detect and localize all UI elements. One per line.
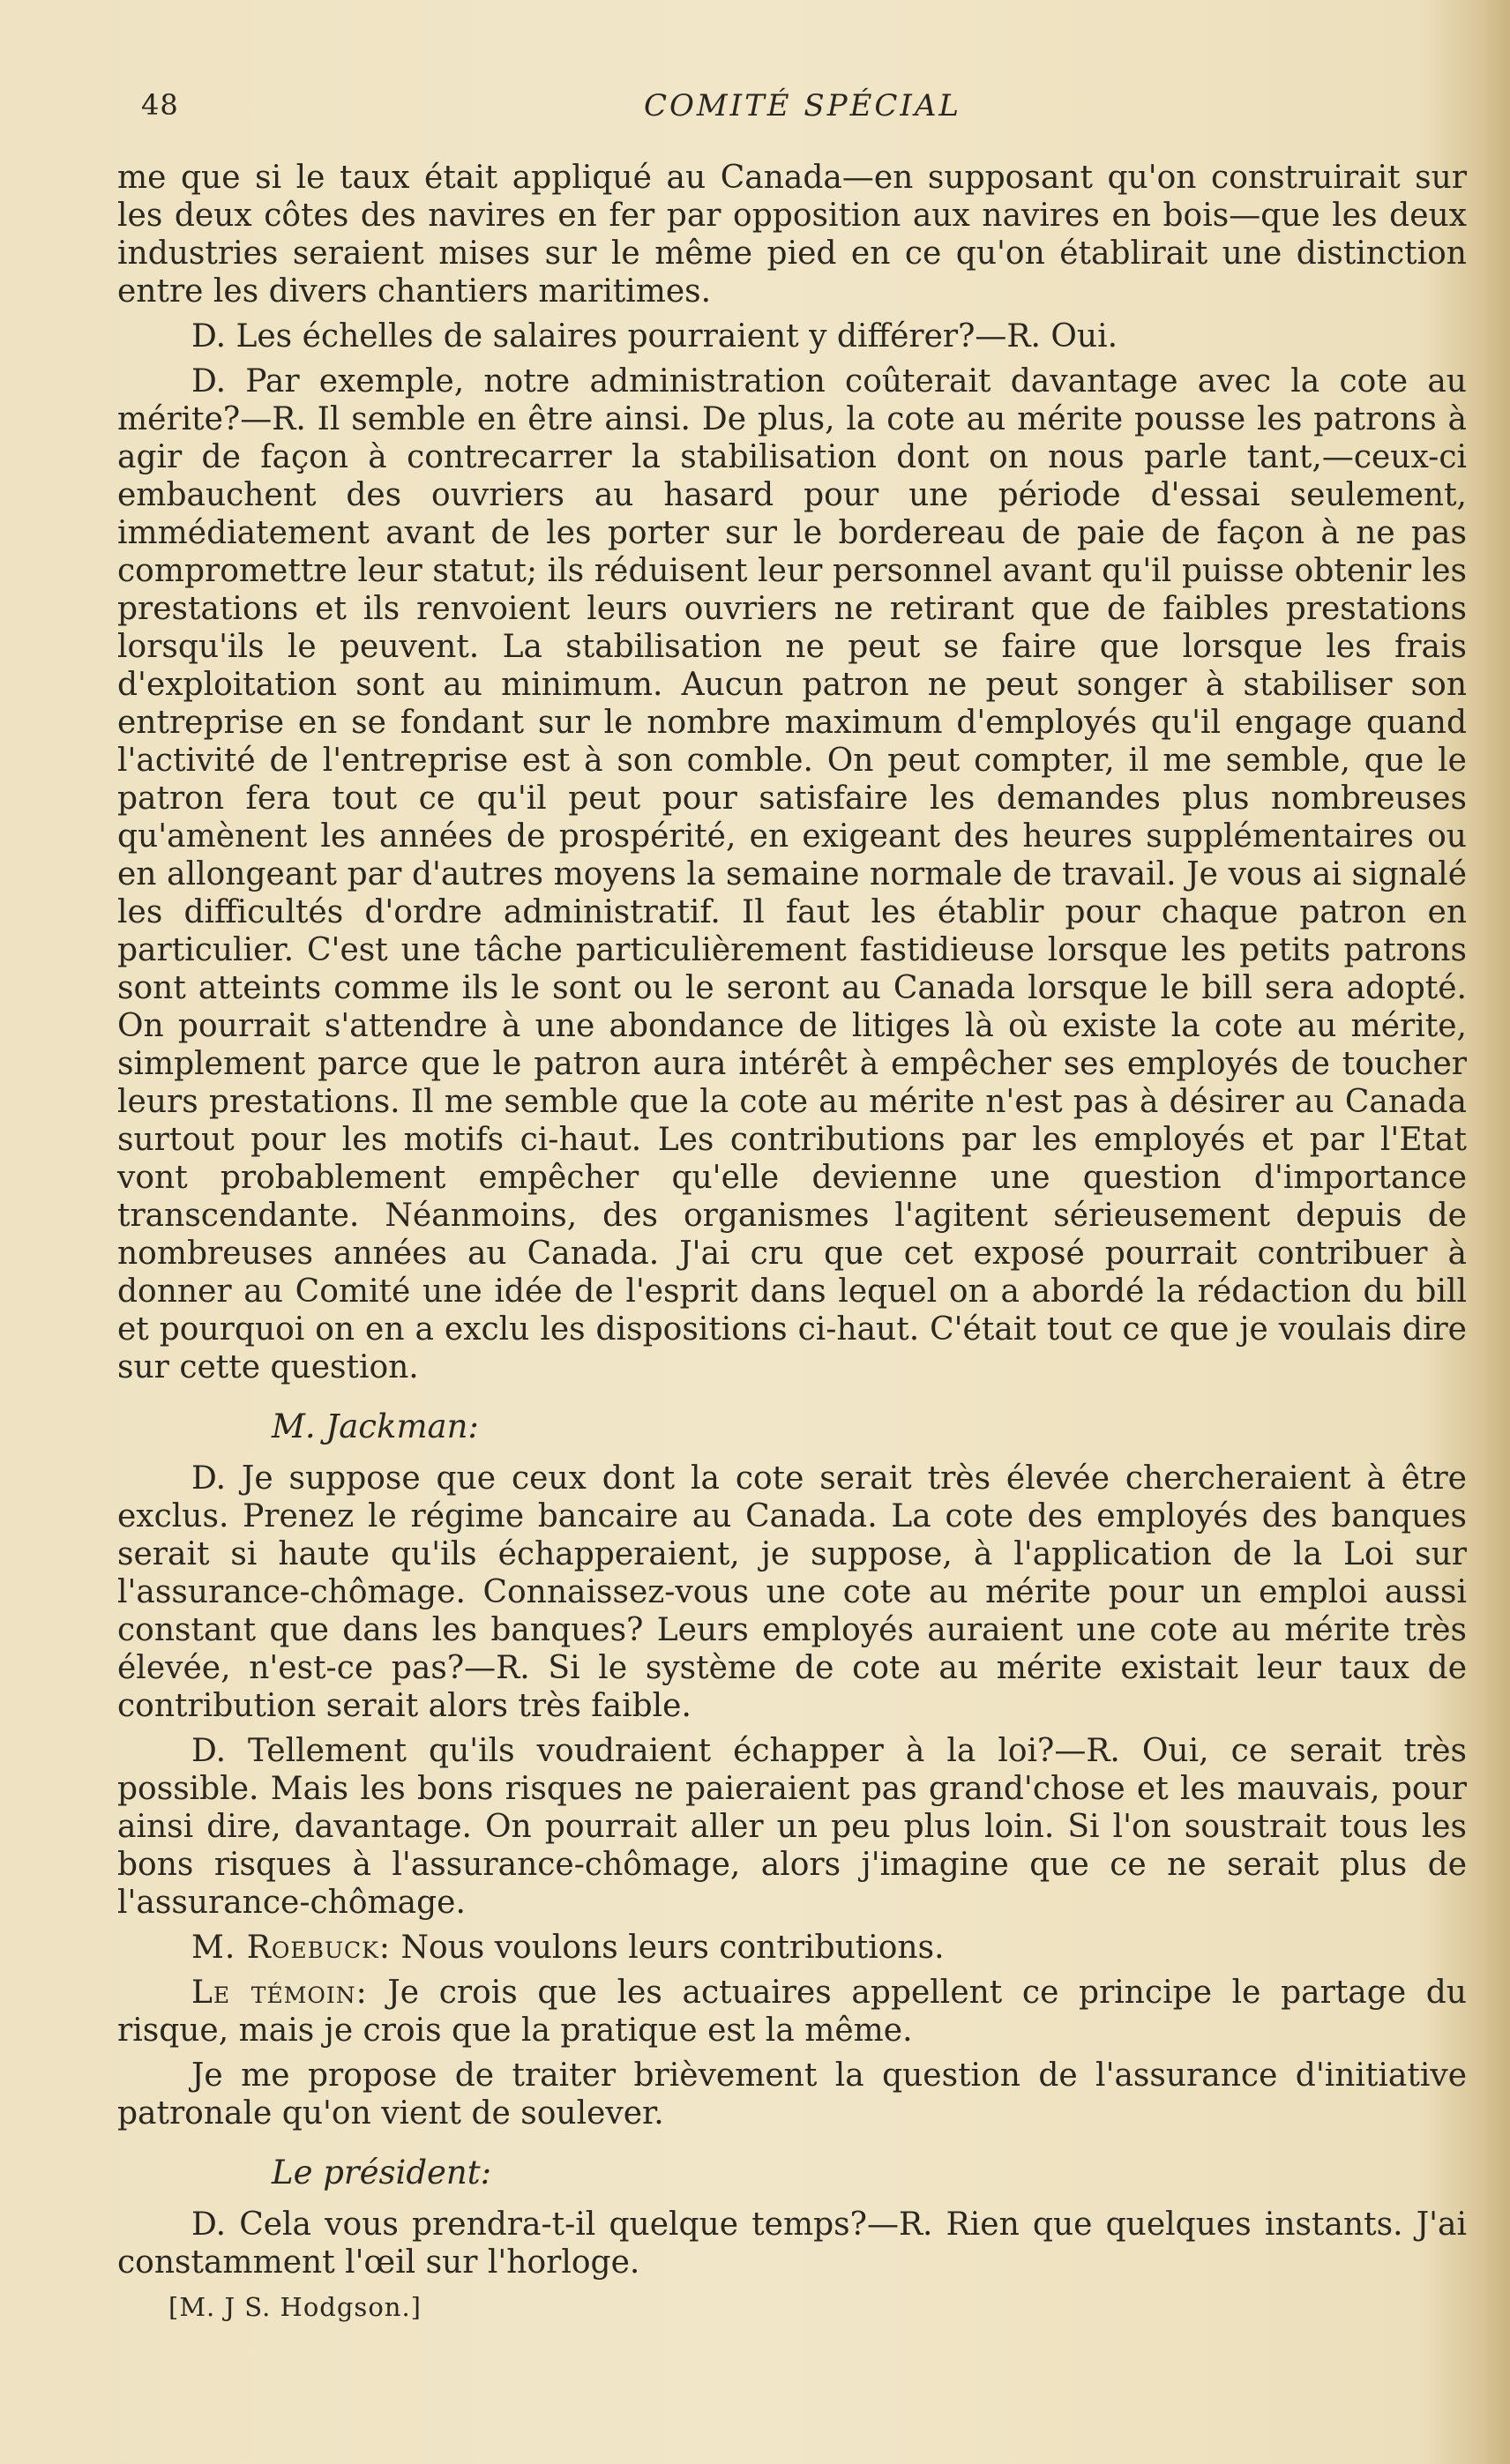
running-head: COMITÉ SPÉCIAL <box>643 88 961 123</box>
paragraph: D. Cela vous prendra-t-il quelque temps?—R. Rien que quelques instants. J'ai constamment l'œil sur l'horloge. <box>117 2206 1467 2281</box>
paragraph: Je me propose de traiter brièvement la question de l'assurance d'initiative patronale qu'on vient de soulever. <box>117 2057 1467 2132</box>
speaker-line <box>117 1974 1467 2050</box>
speaker-text: Je crois que les actuaires appellent ce principe le partage du risque, mais je crois que la pratique est la même. <box>117 1975 1467 2049</box>
paragraph: D. Par exemple, notre administration coûterait davantage avec la cote au mérite?—R. Il semble en être ainsi. De plus, la cote au mérite pousse les patrons à agir de façon à contrecarrer la stabilisation dont on nous parle tant,—ceux-ci embauchent des ouvriers au hasard pour une période d'essai seulement, immédiatement avant de les porter sur le bordereau de paie de façon à ne pas compromettre leur statut; ils réduisent leur personnel avant qu'il puisse obtenir les prestations et ils renvoient leurs ouvriers ne retirant que de faibles prestations lorsqu'ils le peuvent. La stabilisation ne peut se faire que lorsque les frais d'exploitation sont au minimum. Aucun patron ne peut songer à stabiliser son entreprise en se fondant sur le nombre maximum d'employés qu'il engage quand l'activité de l'entreprise est à son comble. On peut compter, il me semble, que le patron fera tout ce qu'il peut pour satisfaire les demandes plus nombreuses qu'amènent les années de prospérité, en exigeant des heures supplémentaires ou en allongeant par d'autres moyens la semaine normale de travail. Je vous ai signalé les difficultés d'ordre administratif. Il faut les établir pour chaque patron en particulier. C'est une tâche particulièrement fastidieuse lorsque les petits patrons sont atteints comme ils le sont ou le seront au Canada lorsque le bill sera adopté. On pourrait s'attendre à une abondance de litiges là où existe la cote au mérite, simplement parce que le patron aura intérêt à empêcher ses employés de toucher leurs prestations. Il me semble que la cote au mérite n'est pas à désirer au Canada surtout pour les motifs ci-haut. Les contributions par les employés et par l'Etat vont probablement empêcher qu'elle devienne une question d'importance transcendante. Néanmoins, des organismes l'agitent sérieusement depuis de nombreuses années au Canada. J'ai cru que cet exposé pourrait contribuer à donner au Comité une idée de l'esprit dans lequel on a abordé la rédaction du bill et pourquoi on en a exclu les dispositions ci-haut. C'était tout ce que je voulais dire sur cette question. <box>117 363 1467 1385</box>
speaker-text: Nous voulons leurs contributions. <box>400 1930 945 1966</box>
speaker-heading: Le président: <box>272 2154 492 2191</box>
paragraph: me que si le taux était appliqué au Canada—en supposant qu'on construirait sur les deux côtes des navires en fer par opposition aux navires en bois—que les deux industries seraient mises sur le même pied en ce qu'on établirait une distinction entre les divers chantiers maritimes. <box>117 160 1467 310</box>
speaker-label: M. Roebuck: <box>191 1930 391 1966</box>
page-number: 48 <box>141 88 179 122</box>
paragraph: D. Je suppose que ceux dont la cote serait très élevée chercheraient à être exclus. Prenez le régime bancaire au Canada. La cote des employés des banques serait si haute qu'ils échapperaient, je suppose, à l'application de la Loi sur l'assurance-chômage. Connaissez-vous une cote au mérite pour un emploi aussi constant que dans les banques? Leurs employés auraient une cote au mérite très élevée, n'est-ce pas?—R. Si le système de cote au mérite existait leur taux de contribution serait alors très faible. <box>117 1460 1467 1724</box>
signature-line: [M. J S. Hodgson.] <box>168 2292 422 2322</box>
speaker-heading: M. Jackman: <box>272 1407 479 1445</box>
paragraph: D. Tellement qu'ils voudraient échapper à la loi?—R. Oui, ce serait très possible. Mais les bons risques ne paieraient pas grand'chose et les mauvais, pour ainsi dire, davantage. On pourrait aller un peu plus loin. Si l'on soustrait tous les bons risques à l'assurance-chômage, alors j'imagine que ce ne serait plus de l'assurance-chômage. <box>117 1733 1467 1921</box>
page-body <box>117 159 1467 2326</box>
speaker-line <box>117 1929 1467 1967</box>
paragraph: D. Les échelles de salaires pourraient y différer?—R. Oui. <box>191 318 1118 355</box>
speaker-label: Le témoin: <box>191 1975 368 2011</box>
page-header <box>141 88 1464 132</box>
